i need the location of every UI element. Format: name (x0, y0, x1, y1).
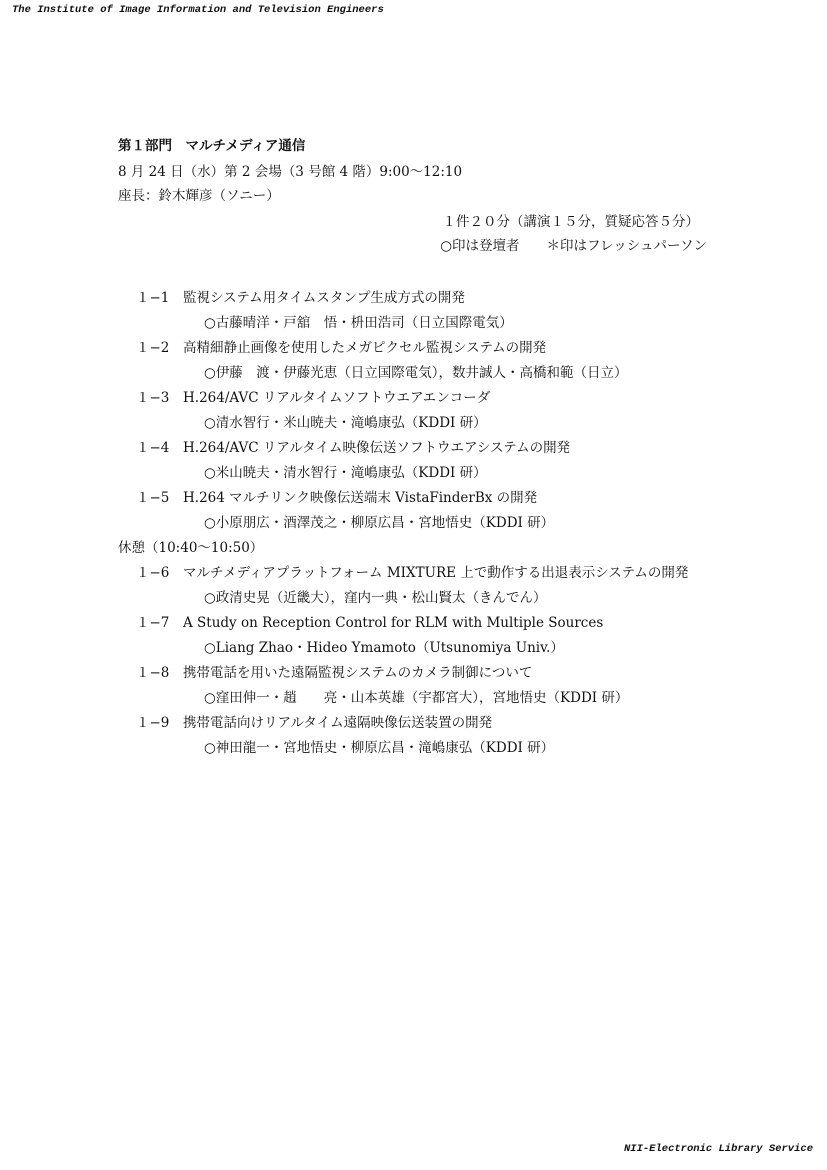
paper-number: １−9 (136, 715, 170, 731)
paper-number: １−1 (136, 290, 170, 306)
paper-authors: ○神田龍一・宮地悟史・柳原広昌・滝嶋康弘（KDDI 研） (204, 740, 555, 756)
paper-authors: ○清水智行・米山暁夫・滝嶋康弘（KDDI 研） (204, 415, 487, 431)
paper-title: 高精細静止画像を使用したメガピクセル監視システムの開発 (183, 340, 547, 356)
paper-authors: ○政清史晃（近畿大），窪内一典・松山賢太（きんでん） (204, 590, 547, 606)
session-title: 第１部門 マルチメディア通信 (118, 138, 306, 154)
paper-number: １−3 (136, 390, 170, 406)
paper-number: １−2 (136, 340, 170, 356)
paper-authors: ○米山暁夫・清水智行・滝嶋康弘（KDDI 研） (204, 465, 487, 481)
paper-title: H.264/AVC リアルタイム映像伝送ソフトウエアシステムの開発 (183, 440, 571, 456)
paper-authors: ○小原朋広・酒澤茂之・柳原広昌・宮地悟史（KDDI 研） (204, 515, 555, 531)
paper-authors: ○Liang Zhao・Hideo Ymamoto（Utsunomiya Univ.） (204, 640, 564, 656)
format-note: １件２０分（講演１５分，質疑応答５分） (442, 214, 699, 230)
break-notice: 休憩（10:40〜10:50） (118, 540, 264, 556)
library-footer: NII-Electronic Library Service (623, 1143, 813, 1155)
paper-title: H.264/AVC リアルタイムソフトウエアエンコーダ (183, 390, 491, 406)
session-chair: 座長：鈴木輝彦（ソニー） (118, 188, 280, 204)
paper-number: １−8 (136, 665, 170, 681)
paper-number: １−6 (136, 565, 170, 581)
session-datetime: 8 月 24 日（水）第 2 会場（3 号館 4 階）9:00〜12:10 (118, 164, 463, 180)
paper-title: 携帯電話を用いた遠隔監視システムのカメラ制御について (183, 665, 533, 681)
paper-title: H.264 マルチリンク映像伝送端末 VistaFinderBx の開発 (183, 490, 538, 506)
paper-number: １−4 (136, 440, 170, 456)
paper-authors: ○伊藤 渡・伊藤光恵（日立国際電気），数井誠人・高橋和範（日立） (204, 365, 628, 381)
paper-authors: ○古藤晴洋・戸舘 悟・枡田浩司（日立国際電気） (204, 315, 513, 331)
journal-header: The Institute of Image Information and Television Engineers (12, 4, 384, 16)
paper-number: １−5 (136, 490, 170, 506)
paper-title: 携帯電話向けリアルタイム遠隔映像伝送装置の開発 (183, 715, 493, 731)
paper-title: A Study on Reception Control for RLM with Multiple Sources (183, 615, 604, 631)
paper-title: 監視システム用タイムスタンプ生成方式の開発 (183, 290, 465, 306)
paper-title: マルチメディアプラットフォーム MIXTURE 上で動作する出退表示システムの開発 (183, 565, 689, 581)
paper-number: １−7 (136, 615, 170, 631)
paper-authors: ○窪田伸一・趙 亮・山本英雄（宇都宮大），宮地悟史（KDDI 研） (204, 690, 629, 706)
legend-note: ○印は登壇者 ＊印はフレッシュパーソン (440, 238, 707, 254)
